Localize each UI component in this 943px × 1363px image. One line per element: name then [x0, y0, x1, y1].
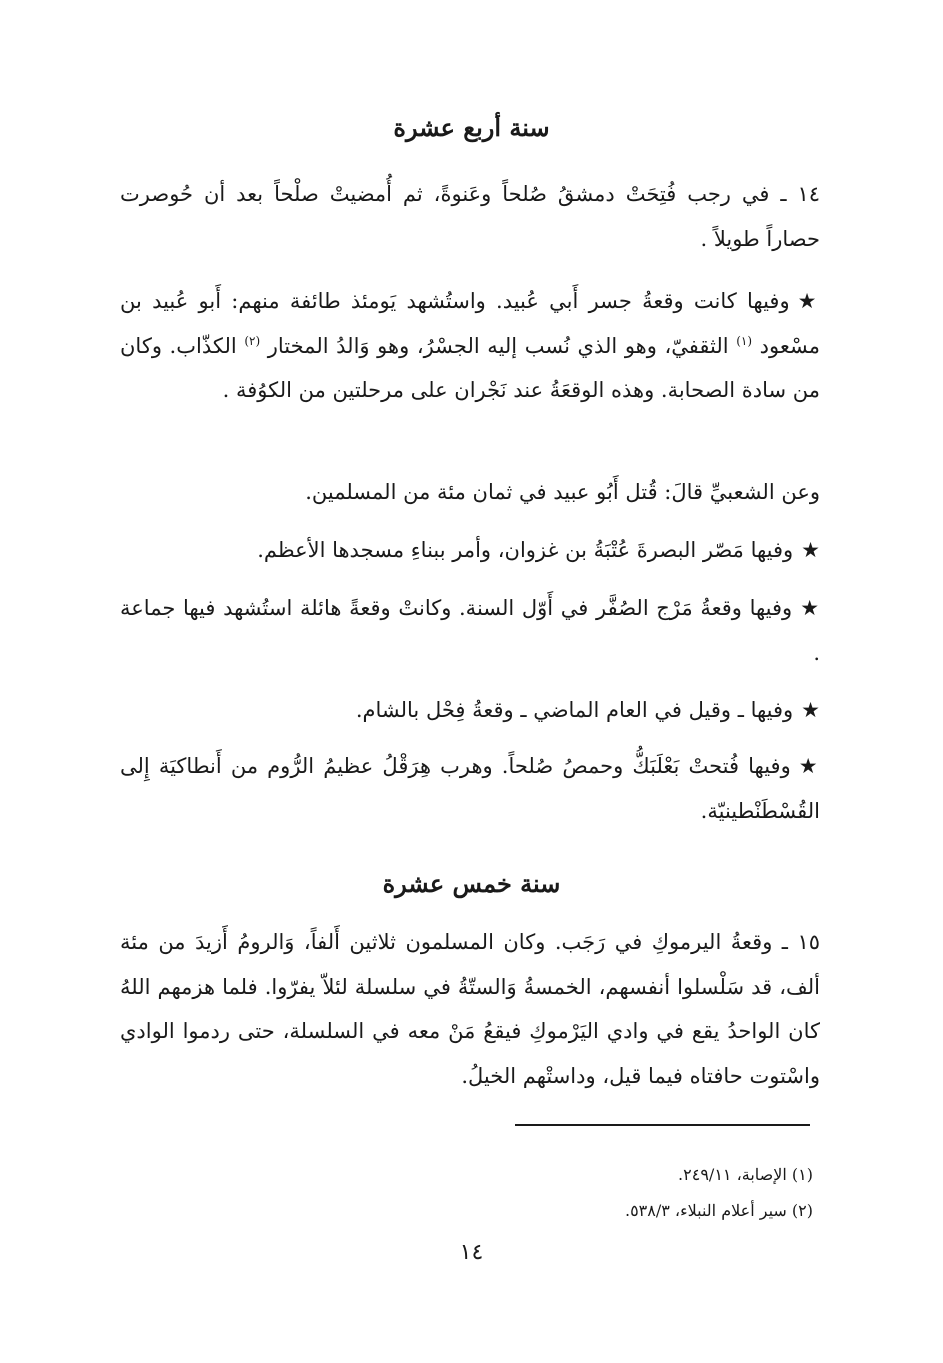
footnote-divider — [515, 1124, 810, 1126]
section-heading-year-15: سنة خمس عشرة — [382, 869, 561, 898]
paragraph-shabi-report — [120, 470, 820, 515]
section-heading-year-14: سنة أربع عشرة — [393, 113, 550, 142]
footnote-marker: (٢) — [791, 1201, 813, 1220]
footnote-text: الإصابة، ٢٤٩/١١. — [678, 1165, 787, 1184]
paragraph-baalbek-homs — [120, 744, 820, 833]
star-bullet-icon: ★ — [798, 754, 820, 778]
paragraph-marj-al-suffar — [120, 586, 820, 675]
star-bullet-icon: ★ — [801, 538, 820, 562]
page-number: ١٤ — [459, 1240, 484, 1265]
paragraph-text: وفيها وقعةُ مَرْج الصُفَّر في أَوّل السنة. وكانتْ وقعةً هائلة استُشهد فيها جماعة . — [120, 596, 820, 665]
paragraph-text: ١٤ ـ في رجب فُتِحَتْ دمشقُ صُلحاً وعَنوةً، ثم أُمضيتْ صلْحاً بعد أن حُوصرت حصاراً طويلاً . — [120, 182, 820, 251]
paragraph-battle-bridge — [120, 279, 820, 413]
paragraph-text: ١٥ ـ وقعةُ اليرموكِ في رَجَب. وكان المسلمون ثلاثين أَلفاً، وَالرومُ أَزيدَ من مئة ألف، قد سَلْسلوا أنفسهم، الخمسةُ وَالستّةُ في سلسلة لئلاّ يفرّوا. فلما هزمهم اللهُ كان الواحدُ يقع في وادي اليَرْموكِ فيقعُ مَنْ معه في السلسلة، حتى ردموا الوادي واسْتوت حافتاه فيما قيل، وداستْهم الخيلُ. — [120, 930, 820, 1088]
star-bullet-icon: ★ — [797, 289, 821, 313]
paragraph-text: وفيها كانت وقعةُ جسر أَبي عُبيد. واستُشهد يَومئذ طائفة منهم: أَبو عُبيد بن مسْعود — [120, 289, 820, 358]
footnote-2 — [625, 1203, 813, 1219]
paragraph-yarmouk — [120, 920, 820, 1098]
paragraph-text: الثقفيّ، وهو الذي نُسب إليه الجسْرُ، وهو وَالدُ المختار — [267, 333, 729, 358]
footnote-text: سير أعلام النبلاء، ٥٣٨/٣. — [624, 1201, 787, 1220]
paragraph-fihl — [120, 688, 820, 733]
footnote-1 — [678, 1167, 813, 1183]
footnote-marker: (١) — [791, 1165, 813, 1184]
footnote-marker-1[interactable]: (١) — [736, 333, 753, 348]
paragraph-basra — [120, 528, 820, 573]
footnote-marker-2[interactable]: (٢) — [244, 333, 261, 348]
paragraph-text: وفيها ـ وقيل في العام الماضي ـ وقعةُ فِحْل بالشام. — [355, 698, 794, 722]
star-bullet-icon: ★ — [800, 596, 820, 620]
star-bullet-icon: ★ — [801, 698, 820, 722]
paragraph-text: وعن الشعبيِّ قالَ: قُتل أَبُو عبيد في ثمان مئة من المسلمين. — [305, 480, 820, 504]
paragraph-conquest-damascus — [120, 172, 820, 261]
paragraph-text: الكذّاب. وكان من سادة الصحابة. وهذه الوقعَةُ عند نَجْران على مرحلتين من الكوُفة . — [120, 333, 820, 402]
paragraph-text: وفيها فُتحتْ بَعْلَبَكُّ وحمصُ صُلحاً. وهرب هِرَقْلُ عظيمُ الرُّوم من أَنطاكيَة إِلى القُسْطَنْطينيّة. — [120, 754, 820, 823]
paragraph-text: وفيها مَصّر البصرةَ عُتْبَةُ بن غزوان، وأمر ببناءِ مسجدها الأعظم. — [257, 538, 794, 562]
